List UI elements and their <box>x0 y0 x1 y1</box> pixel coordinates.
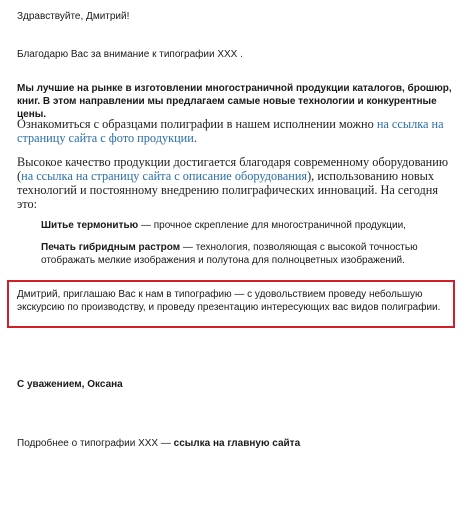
quality-text-before: Высокое качество продукции достигается благодаря современному оборудованию ( <box>17 155 449 183</box>
thanks-line: Благодарю Вас за внимание к типографии ХХХ . <box>17 49 243 60</box>
samples-link[interactable]: на ссылка на страницу сайта с фото продукции <box>17 117 444 145</box>
samples-text: Ознакомиться с образцами полиграфии в нашем исполнении можно <box>17 117 377 131</box>
feature-title: Печать гибридным растром <box>41 242 181 253</box>
feature-description: прочное скрепление для многостраничной продукции, <box>153 220 406 231</box>
signature: С уважением, Оксана <box>17 379 123 390</box>
feature-description: технология, позволяющая с высокой точностью отображать мелкие изображения и полутона для полноцветных изображений. <box>41 242 418 266</box>
feature-title: Шитье термонитью <box>41 220 139 231</box>
quality-text-after: ), использованию новых технологий и постоянному внедрению полиграфических инноваций. На сегодня это: <box>17 169 438 211</box>
footer-line <box>17 437 457 450</box>
lead-paragraph: Мы лучшие на рынке в изготовлении многостраничной продукции каталогов, брошюр, книг. В этом направлении мы предлагаем самые новые технологии и конкурентные цены. <box>17 83 452 120</box>
samples-paragraph <box>17 117 457 145</box>
greeting: Здравствуйте, Дмитрий! <box>17 11 130 22</box>
feature-item <box>17 219 457 232</box>
feature-separator: — <box>138 220 154 231</box>
feature-separator: — <box>180 242 196 253</box>
homepage-link[interactable]: ссылка на главную сайта <box>173 438 301 449</box>
equipment-link[interactable]: на ссылка на страницу сайта с описание оборудования <box>21 169 308 183</box>
samples-end: . <box>193 131 197 145</box>
feature-item <box>17 241 457 267</box>
invitation-text: Дмитрий, приглашаю Вас к нам в типографию — с удовольствием проведу небольшую экскурсию по производству, и проведу презентацию интересующих вас видов полиграфии. <box>17 289 441 313</box>
footer-text: Подробнее о типографии ХХХ — <box>17 438 174 449</box>
quality-paragraph <box>17 155 457 211</box>
